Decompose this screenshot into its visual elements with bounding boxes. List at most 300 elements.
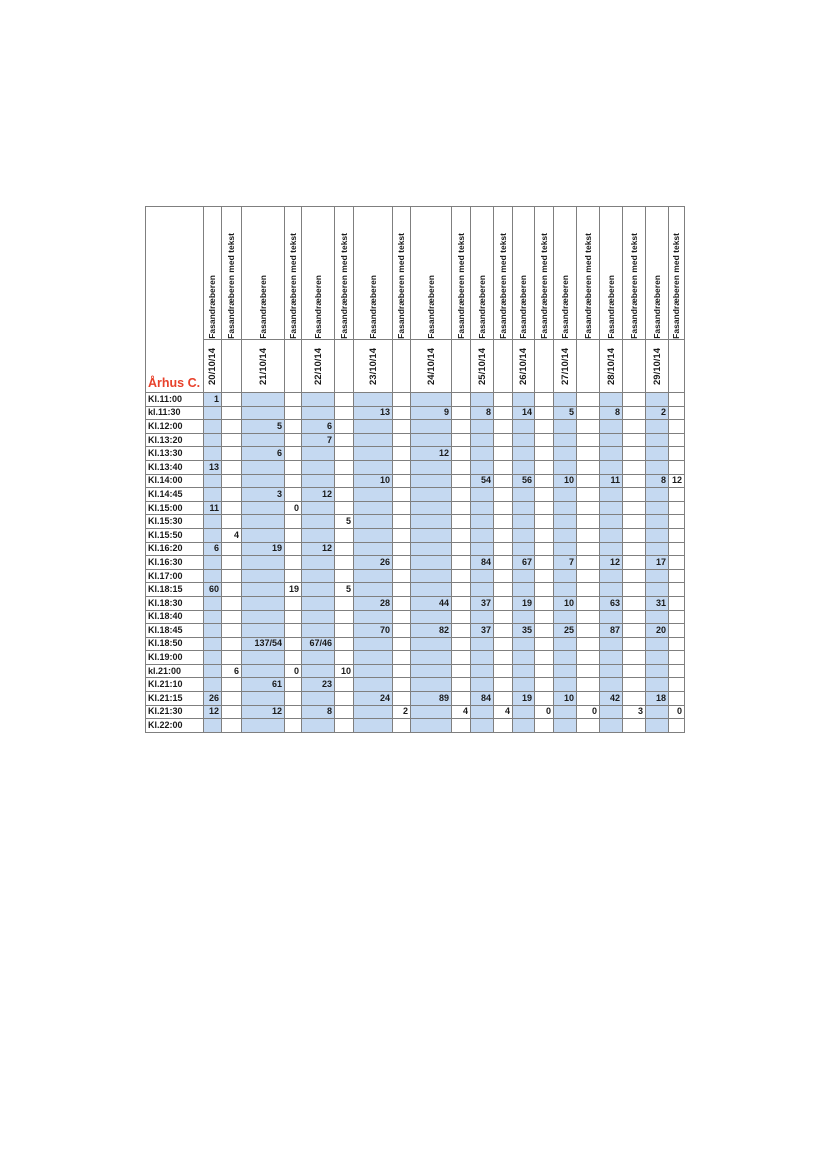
table-cell	[600, 637, 623, 651]
table-cell	[411, 460, 452, 474]
table-cell	[242, 515, 285, 529]
table-cell	[354, 678, 393, 692]
table-cell	[302, 651, 335, 665]
table-cell	[646, 433, 669, 447]
column-type-label: Fasandræberen	[425, 275, 436, 339]
table-cell	[242, 501, 285, 515]
row-time-label: Kl.15:30	[146, 515, 204, 529]
table-cell	[577, 583, 600, 597]
column-date-header	[393, 340, 411, 393]
row-time-label: Kl.14:45	[146, 488, 204, 502]
table-cell	[494, 569, 513, 583]
table-cell	[577, 406, 600, 420]
table-cell	[623, 692, 646, 706]
table-cell	[393, 596, 411, 610]
table-cell	[452, 610, 471, 624]
column-date-label: 28/10/14	[605, 347, 617, 385]
table-cell	[577, 515, 600, 529]
table-row	[146, 664, 685, 678]
table-cell	[242, 664, 285, 678]
cell-value: 19	[271, 543, 282, 554]
table-cell	[669, 447, 685, 461]
table-cell	[513, 596, 535, 610]
table-cell	[204, 393, 222, 407]
column-date-label: 21/10/14	[257, 347, 269, 385]
cell-value: 12	[438, 448, 449, 459]
table-cell	[494, 474, 513, 488]
cell-value: 84	[480, 556, 491, 567]
table-cell	[242, 624, 285, 638]
row-time-label: Kl.19:00	[146, 651, 204, 665]
table-cell	[535, 406, 554, 420]
table-cell	[513, 637, 535, 651]
table-cell	[222, 651, 242, 665]
cell-value: 87	[609, 624, 620, 635]
table-cell	[285, 474, 302, 488]
table-cell	[577, 637, 600, 651]
table-cell	[204, 406, 222, 420]
table-cell	[577, 719, 600, 733]
row-time-label: kl.21:00	[146, 664, 204, 678]
cell-value: 4	[504, 706, 510, 717]
table-cell	[335, 501, 354, 515]
table-cell	[494, 719, 513, 733]
table-cell	[452, 406, 471, 420]
table-cell	[393, 501, 411, 515]
table-cell	[669, 501, 685, 515]
table-cell	[242, 406, 285, 420]
table-cell	[285, 610, 302, 624]
table-cell	[471, 651, 494, 665]
table-cell	[411, 651, 452, 665]
table-cell	[494, 460, 513, 474]
column-type-header	[285, 207, 302, 340]
row-time-label: Kl.17:00	[146, 569, 204, 583]
table-cell	[513, 515, 535, 529]
table-cell	[623, 488, 646, 502]
column-date-label: 23/10/14	[367, 347, 379, 385]
table-cell	[204, 624, 222, 638]
cell-value: 25	[563, 624, 574, 635]
table-cell	[513, 610, 535, 624]
table-cell	[513, 624, 535, 638]
table-cell	[554, 610, 577, 624]
row-time-label: Kl.12:00	[146, 420, 204, 434]
table-cell	[471, 664, 494, 678]
table-cell	[646, 406, 669, 420]
table-cell	[285, 393, 302, 407]
table-cell	[285, 433, 302, 447]
table-cell	[535, 678, 554, 692]
column-date-header	[577, 340, 600, 393]
table-cell	[646, 719, 669, 733]
column-date-label: 25/10/14	[476, 347, 488, 385]
table-cell	[302, 596, 335, 610]
cell-value: 13	[379, 407, 390, 418]
table-row	[146, 705, 685, 719]
table-cell	[600, 515, 623, 529]
table-row	[146, 719, 685, 733]
column-date-header	[354, 340, 393, 393]
column-type-header	[242, 207, 285, 340]
table-cell	[646, 515, 669, 529]
table-cell	[354, 610, 393, 624]
table-cell	[354, 515, 393, 529]
table-cell	[600, 624, 623, 638]
table-cell	[535, 447, 554, 461]
table-cell	[285, 515, 302, 529]
table-cell	[623, 583, 646, 597]
cell-value: 3	[276, 488, 282, 499]
table-cell	[513, 542, 535, 556]
table-cell	[600, 474, 623, 488]
table-cell	[285, 583, 302, 597]
column-type-header	[354, 207, 393, 340]
column-type-label: Fasandræberen med tekst	[226, 233, 236, 339]
table-cell	[242, 393, 285, 407]
table-cell	[411, 610, 452, 624]
table-cell	[577, 433, 600, 447]
column-type-label: Fasandræberen	[476, 275, 487, 339]
cell-value: 4	[462, 706, 468, 717]
table-row	[146, 393, 685, 407]
column-date-header	[600, 340, 623, 393]
table-cell	[354, 542, 393, 556]
table-cell	[554, 433, 577, 447]
table-cell	[354, 460, 393, 474]
cell-value: 2	[660, 407, 666, 418]
cell-value: 18	[655, 692, 666, 703]
table-cell	[646, 488, 669, 502]
table-cell	[411, 664, 452, 678]
table-cell	[335, 515, 354, 529]
table-cell	[513, 583, 535, 597]
cell-value: 60	[208, 584, 219, 595]
table-cell	[513, 556, 535, 570]
cell-value: 9	[443, 407, 449, 418]
table-cell	[393, 393, 411, 407]
table-cell	[577, 488, 600, 502]
table-cell	[285, 678, 302, 692]
table-cell	[204, 596, 222, 610]
column-type-label: Fasandræberen	[257, 275, 268, 339]
cell-value: 10	[563, 692, 574, 703]
column-date-header	[646, 340, 669, 393]
table-cell	[494, 583, 513, 597]
table-cell	[302, 474, 335, 488]
table-cell	[302, 420, 335, 434]
table-cell	[302, 719, 335, 733]
table-cell	[285, 569, 302, 583]
table-cell	[513, 705, 535, 719]
table-row	[146, 556, 685, 570]
table-cell	[393, 678, 411, 692]
cell-value: 11	[209, 502, 219, 513]
table-cell	[452, 583, 471, 597]
table-cell	[354, 447, 393, 461]
table-cell	[204, 474, 222, 488]
column-type-header	[535, 207, 554, 340]
table-cell	[411, 637, 452, 651]
cell-value: 0	[591, 706, 597, 717]
table-cell	[669, 678, 685, 692]
table-cell	[600, 542, 623, 556]
table-cell	[471, 406, 494, 420]
column-type-label: Fasandræberen med tekst	[628, 233, 639, 339]
cell-value: 137/54	[254, 638, 282, 649]
table-row	[146, 569, 685, 583]
table-cell	[669, 542, 685, 556]
cell-value: 10	[379, 475, 390, 486]
row-time-label: Kl.22:00	[146, 719, 204, 733]
table-cell	[285, 488, 302, 502]
table-cell	[471, 610, 494, 624]
table-cell	[285, 664, 302, 678]
column-date-header	[669, 340, 685, 393]
table-cell	[577, 569, 600, 583]
table-cell	[535, 692, 554, 706]
row-time-label: Kl.21:15	[146, 692, 204, 706]
table-cell	[411, 393, 452, 407]
table-cell	[285, 556, 302, 570]
column-type-header	[302, 207, 335, 340]
table-cell	[411, 542, 452, 556]
table-cell	[285, 596, 302, 610]
table-cell	[393, 692, 411, 706]
column-date-header	[452, 340, 471, 393]
column-type-header	[513, 207, 535, 340]
header-type-row	[146, 207, 685, 340]
table-cell	[222, 705, 242, 719]
table-cell	[669, 610, 685, 624]
row-time-label: Kl.18:50	[146, 637, 204, 651]
table-cell	[494, 528, 513, 542]
table-cell	[513, 433, 535, 447]
column-date-label: 27/10/14	[559, 347, 571, 385]
table-cell	[335, 488, 354, 502]
cell-value: 12	[609, 556, 620, 567]
table-cell	[354, 583, 393, 597]
table-cell	[204, 542, 222, 556]
table-cell	[623, 460, 646, 474]
schedule-table	[145, 206, 685, 733]
table-cell	[646, 393, 669, 407]
table-cell	[535, 433, 554, 447]
table-cell	[494, 433, 513, 447]
table-cell	[452, 569, 471, 583]
cell-value: 5	[345, 584, 351, 595]
table-cell	[335, 460, 354, 474]
table-cell	[535, 501, 554, 515]
table-cell	[411, 692, 452, 706]
cell-value: 63	[609, 597, 620, 608]
table-cell	[354, 420, 393, 434]
cell-value: 6	[233, 665, 239, 676]
row-time-label: Kl.21:10	[146, 678, 204, 692]
table-cell	[354, 692, 393, 706]
table-cell	[354, 488, 393, 502]
table-cell	[623, 447, 646, 461]
table-cell	[411, 420, 452, 434]
cell-value: 14	[521, 407, 532, 418]
table-cell	[577, 678, 600, 692]
header-date-row	[146, 340, 685, 393]
table-cell	[242, 474, 285, 488]
table-cell	[600, 406, 623, 420]
cell-value: 6	[276, 448, 282, 459]
table-cell	[577, 651, 600, 665]
table-cell	[646, 651, 669, 665]
cell-value: 5	[568, 407, 574, 418]
table-cell	[646, 501, 669, 515]
table-cell	[471, 447, 494, 461]
table-cell	[354, 406, 393, 420]
table-cell	[554, 569, 577, 583]
table-cell	[623, 501, 646, 515]
cell-value: 10	[563, 597, 574, 608]
table-cell	[222, 596, 242, 610]
table-cell	[669, 583, 685, 597]
column-type-label: Fasandræberen med tekst	[338, 233, 349, 339]
table-cell	[393, 460, 411, 474]
table-cell	[513, 501, 535, 515]
table-cell	[354, 474, 393, 488]
table-cell	[513, 488, 535, 502]
table-row	[146, 610, 685, 624]
table-cell	[494, 406, 513, 420]
table-cell	[354, 501, 393, 515]
table-cell	[335, 705, 354, 719]
table-cell	[393, 705, 411, 719]
table-cell	[494, 610, 513, 624]
table-cell	[222, 692, 242, 706]
table-cell	[285, 528, 302, 542]
column-type-header	[577, 207, 600, 340]
table-cell	[302, 433, 335, 447]
cell-value: 11	[610, 475, 620, 486]
cell-value: 2	[402, 706, 408, 717]
table-cell	[577, 460, 600, 474]
row-time-label: Kl.13:30	[146, 447, 204, 461]
table-cell	[354, 624, 393, 638]
table-cell	[204, 460, 222, 474]
table-cell	[335, 692, 354, 706]
table-cell	[600, 583, 623, 597]
table-cell	[302, 583, 335, 597]
table-cell	[302, 406, 335, 420]
table-cell	[646, 528, 669, 542]
table-cell	[535, 596, 554, 610]
table-cell	[354, 393, 393, 407]
table-cell	[494, 692, 513, 706]
cell-value: 12	[208, 706, 219, 717]
table-cell	[513, 528, 535, 542]
table-cell	[554, 692, 577, 706]
table-cell	[393, 610, 411, 624]
column-date-header	[242, 340, 285, 393]
table-cell	[577, 705, 600, 719]
table-cell	[354, 433, 393, 447]
table-cell	[242, 610, 285, 624]
table-cell	[335, 583, 354, 597]
table-cell	[452, 596, 471, 610]
table-cell	[302, 501, 335, 515]
table-cell	[554, 705, 577, 719]
table-cell	[222, 624, 242, 638]
table-cell	[494, 393, 513, 407]
table-cell	[393, 664, 411, 678]
table-cell	[471, 719, 494, 733]
cell-value: 7	[326, 434, 332, 445]
table-row	[146, 583, 685, 597]
table-cell	[204, 705, 222, 719]
column-type-label: Fasandræberen med tekst	[582, 233, 593, 339]
table-cell	[623, 719, 646, 733]
row-time-label: Kl.15:00	[146, 501, 204, 515]
row-time-label: Kl.11:00	[146, 393, 204, 407]
table-cell	[646, 569, 669, 583]
table-cell	[471, 488, 494, 502]
table-cell	[600, 501, 623, 515]
table-cell	[204, 488, 222, 502]
table-cell	[452, 420, 471, 434]
table-cell	[411, 583, 452, 597]
column-type-header	[411, 207, 452, 340]
table-cell	[411, 474, 452, 488]
table-cell	[285, 692, 302, 706]
row-time-label: Kl.16:30	[146, 556, 204, 570]
table-cell	[623, 542, 646, 556]
table-cell	[285, 460, 302, 474]
table-cell	[494, 624, 513, 638]
cell-value: 19	[521, 597, 532, 608]
column-type-header	[554, 207, 577, 340]
table-cell	[411, 678, 452, 692]
table-cell	[393, 474, 411, 488]
cell-value: 10	[340, 665, 351, 676]
table-cell	[242, 692, 285, 706]
table-cell	[471, 556, 494, 570]
table-cell	[393, 583, 411, 597]
table-cell	[285, 447, 302, 461]
table-cell	[242, 719, 285, 733]
table-cell	[646, 624, 669, 638]
cell-value: 12	[671, 475, 682, 486]
table-cell	[335, 569, 354, 583]
table-cell	[535, 488, 554, 502]
table-cell	[669, 624, 685, 638]
table-cell	[646, 637, 669, 651]
row-time-label: Kl.16:20	[146, 542, 204, 556]
row-time-label: Kl.14:00	[146, 474, 204, 488]
table-cell	[411, 624, 452, 638]
column-date-header	[471, 340, 494, 393]
table-cell	[471, 583, 494, 597]
table-cell	[554, 488, 577, 502]
table-row	[146, 488, 685, 502]
column-date-header	[222, 340, 242, 393]
cell-value: 0	[293, 665, 299, 676]
table-cell	[535, 705, 554, 719]
column-date-label: 20/10/14	[207, 347, 218, 385]
table-cell	[335, 556, 354, 570]
table-cell	[554, 393, 577, 407]
column-type-label: Fasandræberen med tekst	[497, 233, 508, 339]
table-cell	[535, 420, 554, 434]
table-cell	[335, 719, 354, 733]
column-type-label: Fasandræberen med tekst	[671, 233, 681, 339]
cell-value: 10	[563, 475, 574, 486]
